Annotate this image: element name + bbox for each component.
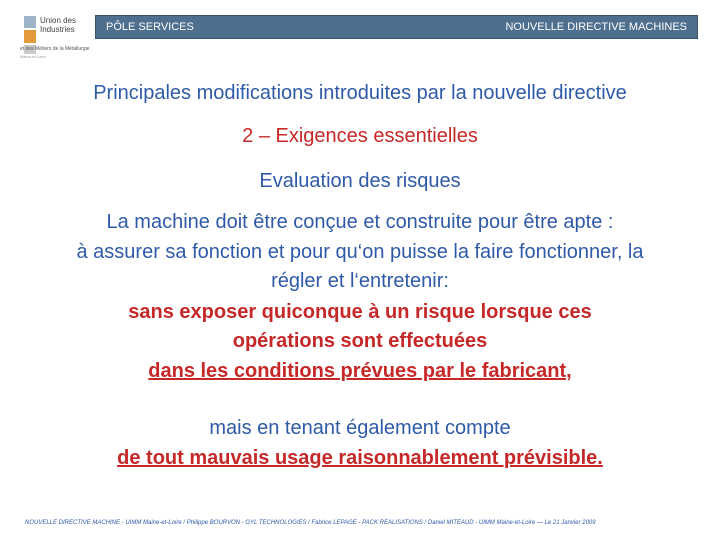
- uimm-logo: [20, 14, 90, 60]
- body-line-4: mais en tenant également compte: [209, 417, 511, 439]
- slide-subtitle: Principales modifications introduites par la nouvelle directive: [93, 82, 627, 104]
- emphasis-line-1: sans exposer quiconque à un risque lorsque ces: [128, 301, 592, 323]
- body-line-2: à assurer sa fonction et pour qu‘on puisse la faire fonctionner, la: [76, 241, 644, 263]
- logo-text-line1: Union des: [40, 16, 77, 25]
- body-line-1: La machine doit être conçue et construite pour être apte :: [106, 211, 614, 233]
- header-bar: [95, 15, 698, 39]
- emphasis-line-4: de tout mauvais usage raisonnablement prévisible.: [117, 447, 603, 469]
- emphasis-line-2: opérations sont effectuées: [232, 330, 488, 352]
- header-left-label: PÔLE SERVICES: [106, 21, 194, 33]
- logo-text-line2: Industries: [40, 25, 75, 34]
- logo-text-line4: et des Métiers de la Métallurgie: [20, 46, 90, 52]
- section-title: 2 – Exigences essentielles: [242, 125, 478, 147]
- emphasis-line-3: dans les conditions prévues par le fabricant,: [148, 360, 572, 382]
- footer-credits: NOUVELLE DIRECTIVE MACHINE - UIMM Maine-et-Loire / Philippe BOURVON - GYL TECHNOLOGIES / Fabrice LEPAGE - PACK REALISATIONS / Daniel MITEAUD - UIMM Maine-et-Loire — Le 21 Janvier 2009: [25, 520, 596, 526]
- body-line-3: régler et l‘entretenir:: [271, 270, 449, 292]
- logo-square-orange: [24, 30, 36, 43]
- header-right-label: NOUVELLE DIRECTIVE MACHINES: [505, 21, 687, 33]
- logo-square-blue: [24, 16, 36, 28]
- logo-text-line5: Maine-et-Loire: [20, 54, 46, 59]
- topic-title: Evaluation des risques: [259, 170, 461, 192]
